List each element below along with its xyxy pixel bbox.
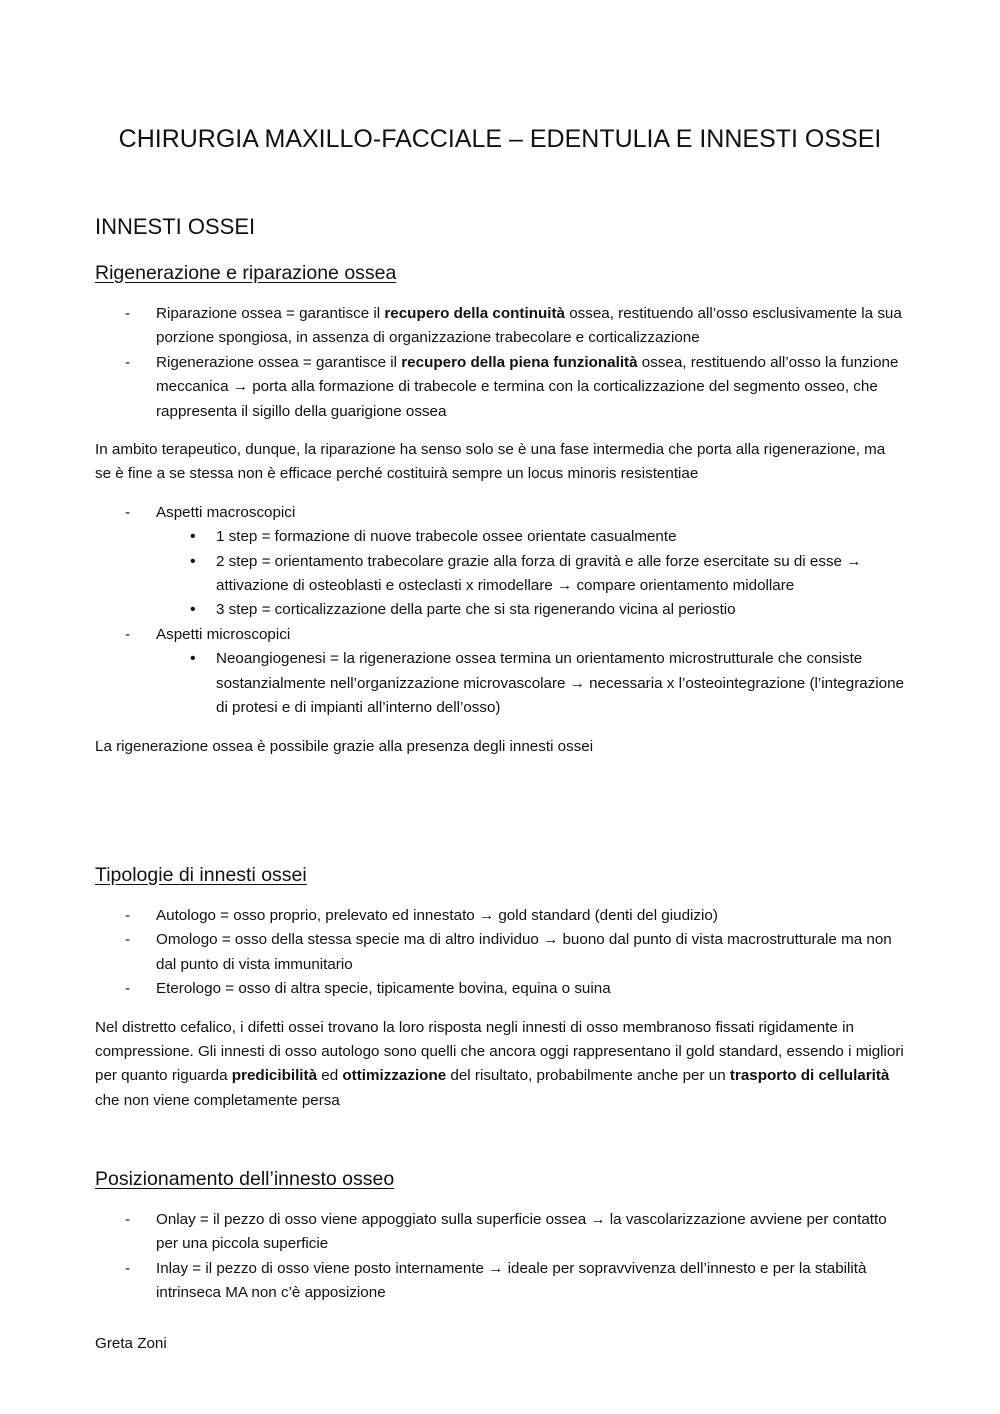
list-item [95, 501, 905, 623]
paragraph: La rigenerazione ossea è possibile grazie alla presenza degli innesti ossei [95, 737, 594, 755]
posizionamento-content [95, 1208, 905, 1306]
list-item: - Onlay = il pezzo di osso viene appoggiato sulla superficie ossea → la vascolarizzazione avviene per contatto per una piccola superficie [95, 1208, 905, 1257]
subsection-heading-posizionamento: Posizionamento dell’innesto osseo [95, 1168, 395, 1190]
definitions-list [95, 302, 905, 424]
list-item: - Autologo = osso proprio, prelevato ed innestato → gold standard (denti del giudizio) [95, 904, 905, 928]
list-item: • 3 step = corticalizzazione della parte che si sta rigenerando vicina al periostio [156, 598, 905, 622]
paragraph: In ambito terapeutico, dunque, la riparazione ha senso solo se è una fase intermedia che porta alla rigenerazione, ma se è fine a se stessa non è efficace perché costituirà sempre un locus minoris resistentiae [95, 441, 886, 483]
list-item: - Rigenerazione ossea = garantisce il recupero della piena funzionalità ossea, restituendo all’osso la funzione meccanica → porta alla formazione di trabecole e termina con la corticalizzazione del segmento osseo, che rappresenta il sigillo della guarigione ossea [95, 351, 905, 424]
rigenerazione-content [95, 302, 905, 759]
placement-list [95, 1208, 905, 1306]
subsection-heading-rigenerazione: Rigenerazione e riparazione ossea [95, 262, 397, 284]
macro-label: Aspetti macroscopici [156, 503, 296, 521]
micro-sublist [156, 647, 905, 720]
macro-sublist [156, 525, 905, 623]
micro-label: Aspetti microscopici [156, 625, 291, 643]
tipologie-content [95, 904, 905, 1113]
author-footer: Greta Zoni [95, 1335, 167, 1352]
list-item: - Eterologo = osso di altra specie, tipicamente bovina, equina o suina [95, 977, 905, 1001]
list-item: - Inlay = il pezzo di osso viene posto internamente → ideale per sopravvivenza dell’innesto e per la stabilità intrinseca MA non c’è apposizione [95, 1257, 905, 1306]
list-item: - Riparazione ossea = garantisce il recupero della continuità ossea, restituendo all’osso esclusivamente la sua porzione spongiosa, in assenza di organizzazione trabecolare e corticalizzazione [95, 302, 905, 351]
list-item [95, 623, 905, 721]
list-item: • 2 step = orientamento trabecolare grazie alla forza di gravità e alle forze esercitate su di esse → attivazione di osteoblasti e osteclasti x rimodellare → compare orientamento midollare [156, 550, 905, 599]
paragraph: Nel distretto cefalico, i difetti ossei trovano la loro risposta negli innesti di osso membranoso fissati rigidamente in compressione. Gli innesti di osso autologo sono quelli che ancora oggi rappresentano il gold standard, essendo i migliori per quanto riguarda predicibilità ed ottimizzazione del risultato, probabilmente anche per un trasporto di cellularità che non viene completamente persa [95, 1018, 904, 1109]
list-item: • 1 step = formazione di nuove trabecole ossee orientate casualmente [156, 525, 905, 549]
list-item: • Neoangiogenesi = la rigenerazione ossea termina un orientamento microstrutturale che consiste sostanzialmente nell’organizzazione microvascolare → necessaria x l’osteointegrazione (l’integrazione di protesi e di impianti all’interno dell’osso) [156, 647, 905, 720]
section-heading: INNESTI OSSEI [95, 214, 256, 239]
list-item: - Omologo = osso della stessa specie ma di altro individuo → buono dal punto di vista macrostrutturale ma non dal punto di vista immunitario [95, 928, 905, 977]
graft-types-list [95, 904, 905, 1002]
aspects-list [95, 501, 905, 721]
subsection-heading-tipologie: Tipologie di innesti ossei [95, 864, 307, 886]
document-title: CHIRURGIA MAXILLO-FACCIALE – EDENTULIA E INNESTI OSSEI [118, 125, 882, 153]
